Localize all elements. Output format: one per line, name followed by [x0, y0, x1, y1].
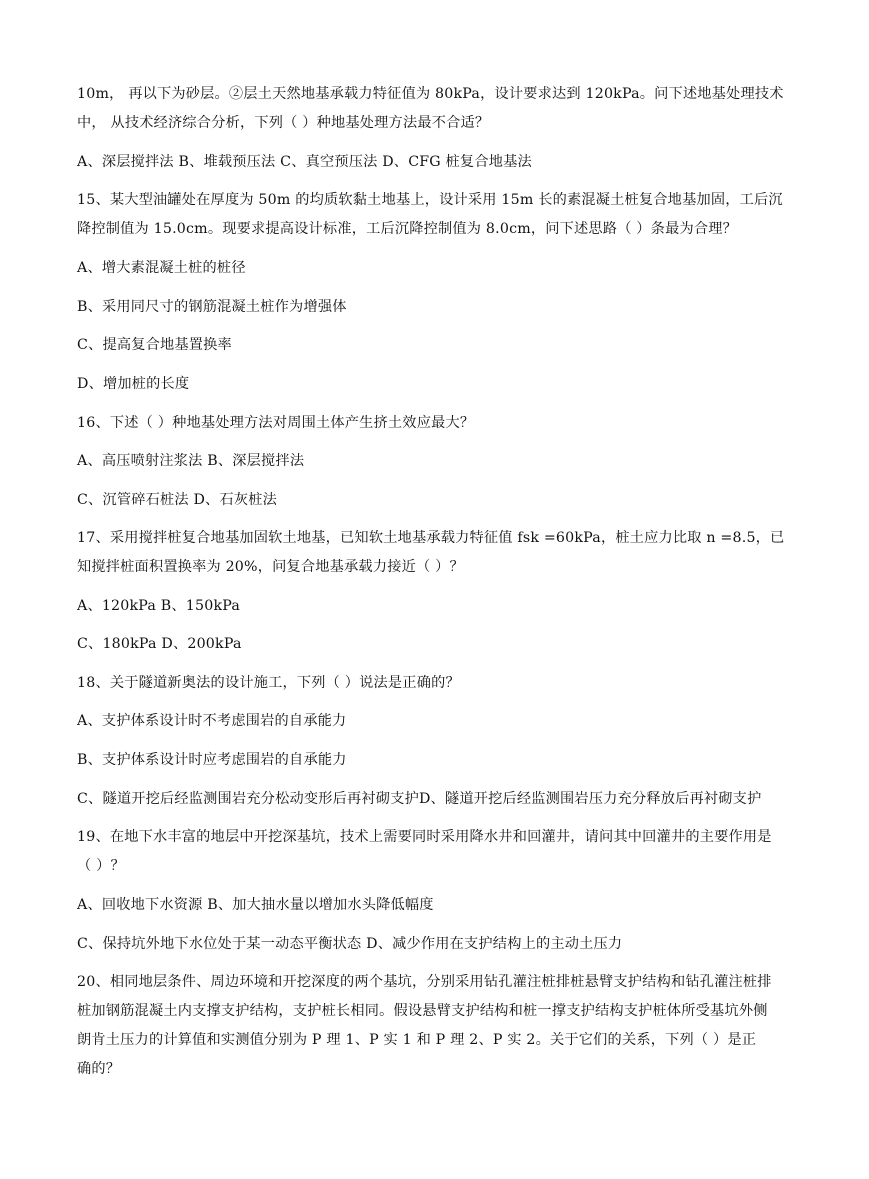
- text-line: C、提高复合地基置换率: [77, 337, 232, 353]
- text-line: 朗肯土压力的计算值和实测值分别为 P 理 1、P 实 1 和 P 理 2、P 实 2。关于它们的关系，下列（ ）是正: [77, 1032, 757, 1048]
- text-line: B、支护体系设计时应考虑围岩的自承能力: [77, 752, 347, 768]
- text-line: A、增大素混凝土桩的桩径: [77, 260, 246, 276]
- text-line: D、增加桩的长度: [77, 376, 190, 392]
- text-line: 15、某大型油罐处在厚度为 50m 的均质软黏土地基上，设计采用 15m 长的素混凝土桩复合地基加固，工后沉: [77, 192, 783, 208]
- text-line: B、采用同尺寸的钢筋混凝土桩作为增强体: [77, 299, 347, 315]
- text-line: A、深层搅拌法 B、堆载预压法 C、真空预压法 D、CFG 桩复合地基法: [77, 154, 532, 170]
- text-line: 知搅拌桩面积置换率为 20%，问复合地基承载力接近（ ）？: [77, 559, 464, 575]
- text-line: 降控制值为 15.0cm。现要求提高设计标准，工后沉降控制值为 8.0cm，问下述思路（ ）条最为合理？: [77, 221, 738, 237]
- text-line: C、隧道开挖后经监测围岩充分松动变形后再衬砌支护D、隧道开挖后经监测围岩压力充分释放后再衬砌支护: [77, 791, 762, 807]
- text-line: C、沉管碎石桩法 D、石灰桩法: [77, 492, 277, 508]
- text-line: A、支护体系设计时不考虑围岩的自承能力: [77, 713, 347, 729]
- text-line: C、180kPa D、200kPa: [77, 636, 242, 652]
- text-line: C、保持坑外地下水位处于某一动态平衡状态 D、减少作用在支护结构上的主动土压力: [77, 936, 623, 952]
- text-line: 17、采用搅拌桩复合地基加固软土地基，已知软土地基承载力特征值 fsk =60kPa，桩土应力比取 n =8.5，已: [77, 530, 785, 546]
- text-line: 16、下述（ ）种地基处理方法对周围土体产生挤土效应最大？: [77, 415, 475, 431]
- text-line: A、高压喷射注浆法 B、深层搅拌法: [77, 453, 305, 469]
- text-line: 19、在地下水丰富的地层中开挖深基坑，技术上需要同时采用降水井和回灌井，请问其中回灌井的主要作用是: [77, 829, 772, 845]
- text-line: 10m， 再以下为砂层。②层土天然地基承载力特征值为 80kPa，设计要求达到 120kPa。问下述地基处理技术: [77, 86, 784, 102]
- text-line: 18、关于隧道新奥法的设计施工，下列（ ）说法是正确的？: [77, 675, 460, 691]
- text-line: A、120kPa B、150kPa: [77, 598, 241, 614]
- text-line: （ ）？: [77, 858, 125, 874]
- text-line: 中， 从技术经济综合分析，下列（ ）种地基处理方法最不合适？: [77, 115, 490, 131]
- text-line: 桩加钢筋混凝土内支撑支护结构，支护桩长相同。假设悬臂支护结构和桩一撑支护结构支护桩体所受基坑外侧: [77, 1003, 768, 1019]
- text-line: A、回收地下水资源 B、加大抽水量以增加水头降低幅度: [77, 897, 434, 913]
- text-line: 确的？: [77, 1061, 121, 1077]
- text-line: 20、相同地层条件、周边环境和开挖深度的两个基坑，分别采用钻孔灌注桩排桩悬臂支护结构和钻孔灌注桩排: [77, 974, 772, 990]
